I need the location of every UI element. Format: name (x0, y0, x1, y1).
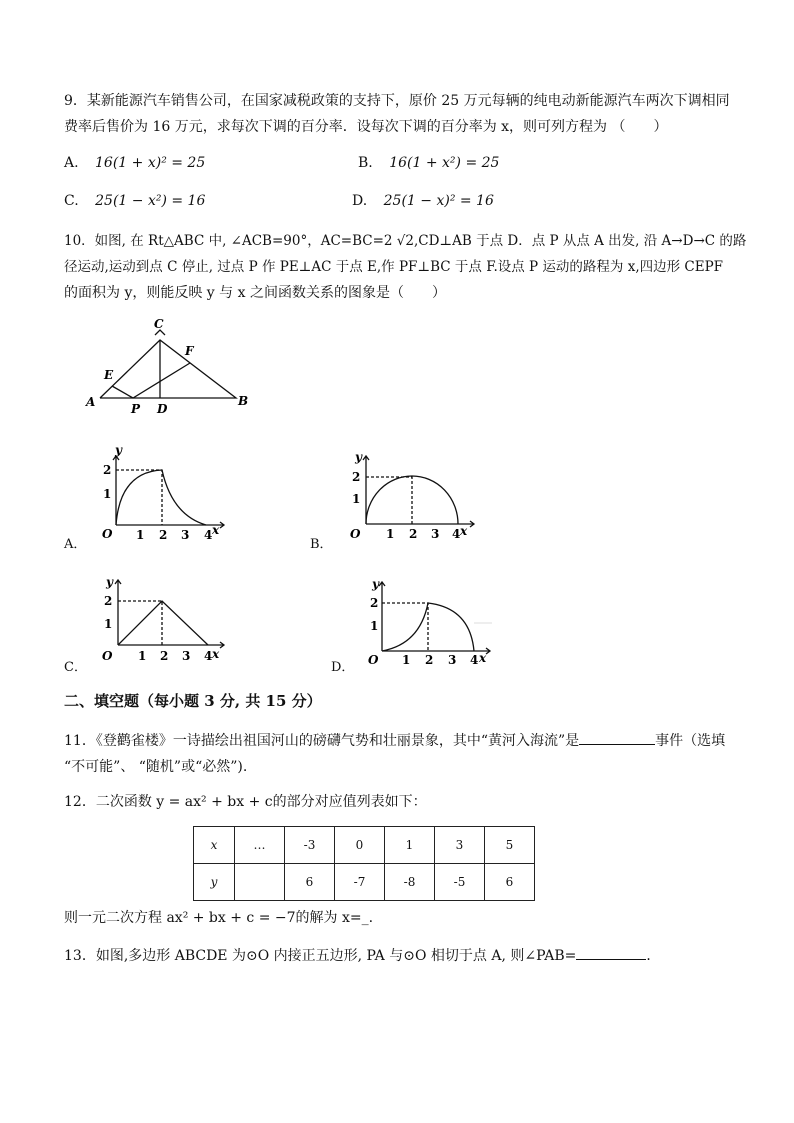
q9-choice-c[interactable] (64, 190, 205, 212)
table-cell: 6 (285, 864, 335, 901)
graph-c-label[interactable]: C． (64, 660, 87, 675)
table-cell: 3 (435, 827, 485, 864)
table-row-x (194, 827, 535, 864)
q12-intro: 12．二次函数 y = ax² + bx + c的部分对应值列表如下： (64, 794, 427, 810)
svg-text:2: 2 (409, 527, 418, 541)
choice-equation: 25(1 − x)² = 16 (383, 193, 494, 209)
svg-text:2: 2 (352, 470, 361, 484)
table-cell: -7 (335, 864, 385, 901)
graph-c[interactable] (96, 572, 236, 672)
svg-text:1: 1 (386, 527, 395, 541)
svg-text:3: 3 (431, 527, 440, 541)
curve-rise (382, 603, 428, 651)
table-cell: -5 (435, 864, 485, 901)
svg-text:y: y (115, 443, 122, 457)
q13-text-a: 13．如图,多边形 ABCDE 为⊙O 内接正五边形, PA 与⊙O 相切于点 A, 则∠PAB= (64, 948, 577, 964)
label-p: P (131, 402, 141, 416)
curve-rise (116, 470, 162, 525)
choice-label: D. (352, 193, 368, 209)
svg-text:x: x (460, 524, 468, 538)
svg-text:x: x (212, 523, 220, 537)
label-c: C (154, 317, 164, 331)
svg-text:2: 2 (104, 594, 113, 608)
svg-text:O: O (102, 649, 113, 663)
section-title: 二、填空题（每小题 3 分, 共 15 分） (64, 692, 322, 710)
svg-text:1: 1 (138, 649, 147, 663)
q11-answer-blank[interactable] (579, 730, 655, 745)
svg-text:4: 4 (452, 527, 461, 541)
perpendiculars-pe-pf (112, 363, 190, 398)
label-a: A (86, 395, 96, 409)
q9-line1: 9．某新能源汽车销售公司，在国家减税政策的支持下，原价 25 万元每辆的纯电动新能源汽车两次下调相同 (64, 93, 730, 109)
q11-text-a: 11．《登鹳雀楼》一诗描绘出祖国河山的磅礴气势和壮丽景象，其中“黄河入海流”是 (64, 733, 580, 749)
q9-choice-a[interactable] (64, 152, 205, 174)
svg-text:1: 1 (370, 619, 379, 633)
curve-triangle (118, 601, 208, 645)
q13-text-b: ． (646, 948, 661, 964)
q9-line2: 费率后售价为 16 万元，求每次下调的百分率．设每次下调的百分率为 x，则可列方程为 （ ） (64, 119, 668, 135)
choice-label: C. (64, 193, 79, 209)
curve-fall (428, 603, 474, 651)
q10-line2: 径运动,运动到点 C 停止, 过点 P 作 PE⊥AC 于点 E,作 PF⊥BC 于点 F.设点 P 运动的路程为 x,四边形 CEPF (64, 259, 724, 275)
svg-text:O: O (350, 527, 361, 541)
label-e: E (104, 368, 114, 382)
graph-d-label[interactable]: D． (331, 660, 355, 675)
svg-text:y: y (355, 450, 362, 464)
svg-text:4: 4 (470, 653, 479, 667)
svg-text:4: 4 (204, 528, 213, 542)
choice-equation: 16(1 + x)² = 25 (95, 155, 206, 171)
svg-text:y: y (372, 577, 379, 591)
value-table (193, 826, 535, 901)
graph-b-label[interactable]: B． (310, 537, 333, 552)
triangle-abc (100, 340, 236, 398)
dashed-guide (116, 470, 162, 525)
svg-text:1: 1 (136, 528, 145, 542)
table-cell: 6 (485, 864, 535, 901)
triangle-figure (80, 312, 270, 422)
svg-text:2: 2 (159, 528, 168, 542)
svg-text:2: 2 (160, 649, 169, 663)
label-f: F (185, 344, 194, 358)
choice-label: A. (64, 155, 79, 171)
choice-label: B. (358, 155, 373, 171)
table-cell: -3 (285, 827, 335, 864)
curve-fall (162, 470, 206, 525)
table-cell: … (235, 827, 285, 864)
svg-text:1: 1 (402, 653, 411, 667)
table-cell (235, 864, 285, 901)
graph-d[interactable] (362, 572, 502, 672)
table-cell: 5 (485, 827, 535, 864)
table-cell: 0 (335, 827, 385, 864)
table-cell: -8 (385, 864, 435, 901)
svg-text:1: 1 (103, 487, 112, 501)
svg-text:2: 2 (103, 463, 112, 477)
svg-text:1: 1 (104, 617, 113, 631)
graph-b[interactable] (346, 448, 486, 553)
table-row-y (194, 864, 535, 901)
svg-text:1: 1 (352, 492, 361, 506)
q9-choice-d[interactable] (352, 190, 494, 212)
graph-a[interactable] (96, 442, 236, 547)
svg-text:O: O (368, 653, 379, 667)
graph-a-label[interactable]: A． (64, 537, 87, 552)
choice-equation: 25(1 − x²) = 16 (95, 193, 206, 209)
table-header-x: x (194, 827, 235, 864)
svg-text:3: 3 (182, 649, 191, 663)
q13-line1 (64, 945, 734, 967)
svg-text:2: 2 (370, 596, 379, 610)
q13-answer-blank[interactable] (576, 945, 646, 960)
q10-line3: 的面积为 y，则能反映 y 与 x 之间函数关系的图象是（ ） (64, 285, 446, 301)
svg-text:x: x (212, 647, 220, 661)
svg-text:O: O (102, 527, 113, 541)
dashed-guide (382, 603, 428, 651)
svg-text:y: y (106, 575, 113, 589)
q10-line1: 10．如图, 在 Rt△ABC 中, ∠ACB=90°，AC=BC=2 √2,CD⊥AB 于点 D．点 P 从点 A 出发, 沿 A→D→C 的路 (64, 233, 747, 249)
q11-line1 (64, 730, 734, 752)
q9-choice-b[interactable] (358, 152, 499, 174)
svg-text:3: 3 (448, 653, 457, 667)
q12-after: 则一元二次方程 ax² + bx + c = −7的解为 x=_. (64, 910, 374, 926)
table-header-y: y (194, 864, 235, 901)
svg-text:4: 4 (204, 649, 213, 663)
svg-text:x: x (479, 651, 487, 665)
label-d: D (157, 402, 168, 416)
table-cell: 1 (385, 827, 435, 864)
q11-line2: “不可能”、 “随机”或“必然”). (64, 759, 248, 775)
label-b: B (238, 394, 249, 408)
svg-text:2: 2 (425, 653, 434, 667)
dashed-guide (366, 477, 412, 524)
q11-text-b: 事件（选填 (655, 733, 726, 749)
choice-equation: 16(1 + x²) = 25 (389, 155, 500, 171)
svg-text:3: 3 (181, 528, 190, 542)
